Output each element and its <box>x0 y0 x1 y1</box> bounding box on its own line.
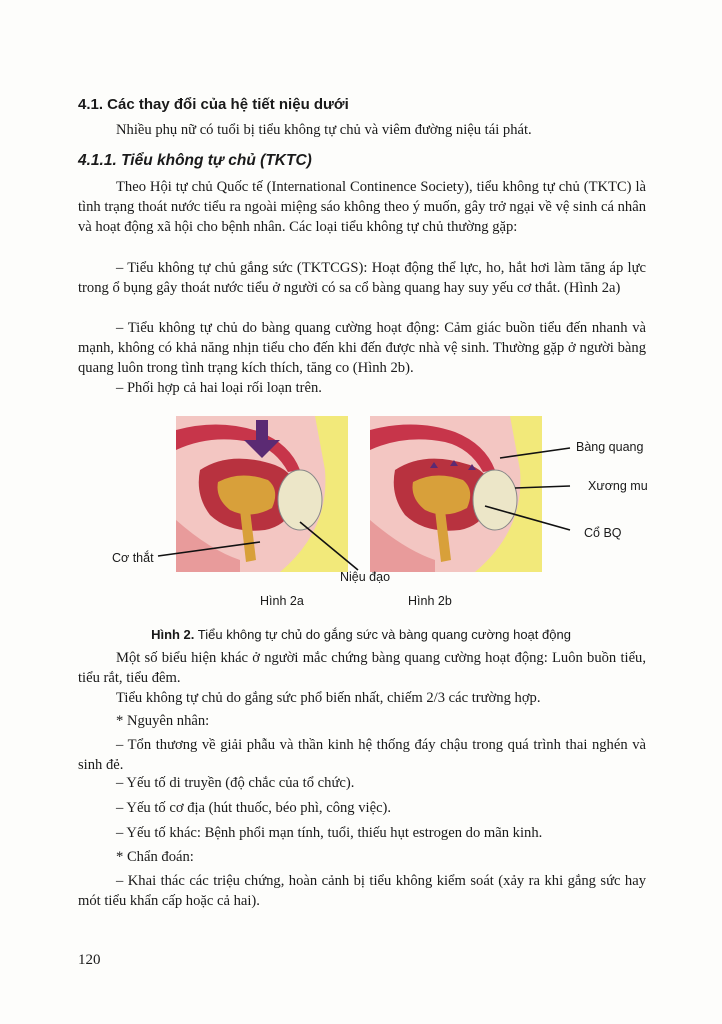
paragraph-prevalence: Tiểu không tự chủ do gắng sức phổ biến nhất, chiếm 2/3 các trường hợp. <box>116 690 541 706</box>
label-pubic-bone: Xương mu <box>588 479 648 493</box>
label-figure-2b: Hình 2b <box>408 594 452 608</box>
paragraph-overactive-symptoms: Một số biểu hiện khác ở người mắc chứng bàng quang cường hoạt động: Luôn buồn tiểu, tiểu rắt, tiểu đêm. <box>78 650 646 686</box>
panel-2a <box>176 416 348 572</box>
paragraph-definition: Theo Hội tự chủ Quốc tế (International Continence Society), tiểu không tự chủ (TKTC) là tình trạng thoát nước tiểu ra ngoài miệng sáo không theo ý muốn, gây trở ngại về vệ sinh cá nhân và hoạt động xã hội cho bệnh nhân. Các loại tiểu không tự chủ thường gặp: <box>78 179 646 235</box>
label-bladder: Bàng quang <box>576 440 644 454</box>
diagnosis-item-1: – Khai thác các triệu chứng, hoàn cảnh bị tiểu không kiểm soát (xảy ra khi gắng sức hay mót tiểu khẩn cấp hoặc cả hai). <box>78 873 646 909</box>
label-figure-2a: Hình 2a <box>260 594 304 608</box>
bullet-overactive-bladder: – Tiểu không tự chủ do bàng quang cường hoạt động: Cảm giác buồn tiểu đến nhanh và mạnh, không có khả năng nhịn tiểu cho đến khi đến được nhà vệ sinh. Thường gặp ở người bàng quang luôn trong tình trạng kích thích, tăng co (Hình 2b). <box>78 320 646 376</box>
bullet-mixed: – Phối hợp cả hai loại rối loạn trên. <box>116 380 322 396</box>
label-bladder-neck: Cổ BQ <box>584 526 622 540</box>
cause-item-3: – Yếu tố cơ địa (hút thuốc, béo phì, công việc). <box>116 800 392 816</box>
intro-paragraph: Nhiều phụ nữ có tuổi bị tiểu không tự chủ và viêm đường niệu tái phát. <box>116 122 532 138</box>
causes-title: * Nguyên nhân: <box>116 713 210 729</box>
diagnosis-title: * Chẩn đoán: <box>116 849 194 865</box>
cause-item-2: – Yếu tố di truyền (độ chắc của tổ chức). <box>116 775 355 791</box>
bullet-stress-incontinence: – Tiểu không tự chủ gắng sức (TKTCGS): Hoạt động thể lực, ho, hắt hơi làm tăng áp lực trong ổ bụng gây thoát nước tiểu ở người có sa cổ bàng quang hay suy yếu cơ thắt. (Hình 2a) <box>78 260 646 296</box>
label-sphincter: Cơ thắt <box>112 551 154 565</box>
label-urethra: Niệu đạo <box>340 570 391 584</box>
cause-item-4: – Yếu tố khác: Bệnh phổi mạn tính, tuổi, thiếu hụt estrogen do mãn kinh. <box>116 825 543 841</box>
panel-2b <box>370 416 542 572</box>
figure-caption: Hình 2. Tiểu không tự chủ do gắng sức và bàng quang cường hoạt động <box>151 627 571 642</box>
cause-item-1: – Tổn thương về giải phẫu và thần kinh hệ thống đáy chậu trong quá trình thai nghén và sinh đẻ. <box>78 737 646 773</box>
section-heading: 4.1. Các thay đổi của hệ tiết niệu dưới <box>78 96 349 113</box>
page-number: 120 <box>78 952 101 968</box>
figure-2 <box>100 410 660 620</box>
subsection-heading: 4.1.1. Tiểu không tự chủ (TKTC) <box>78 152 312 169</box>
